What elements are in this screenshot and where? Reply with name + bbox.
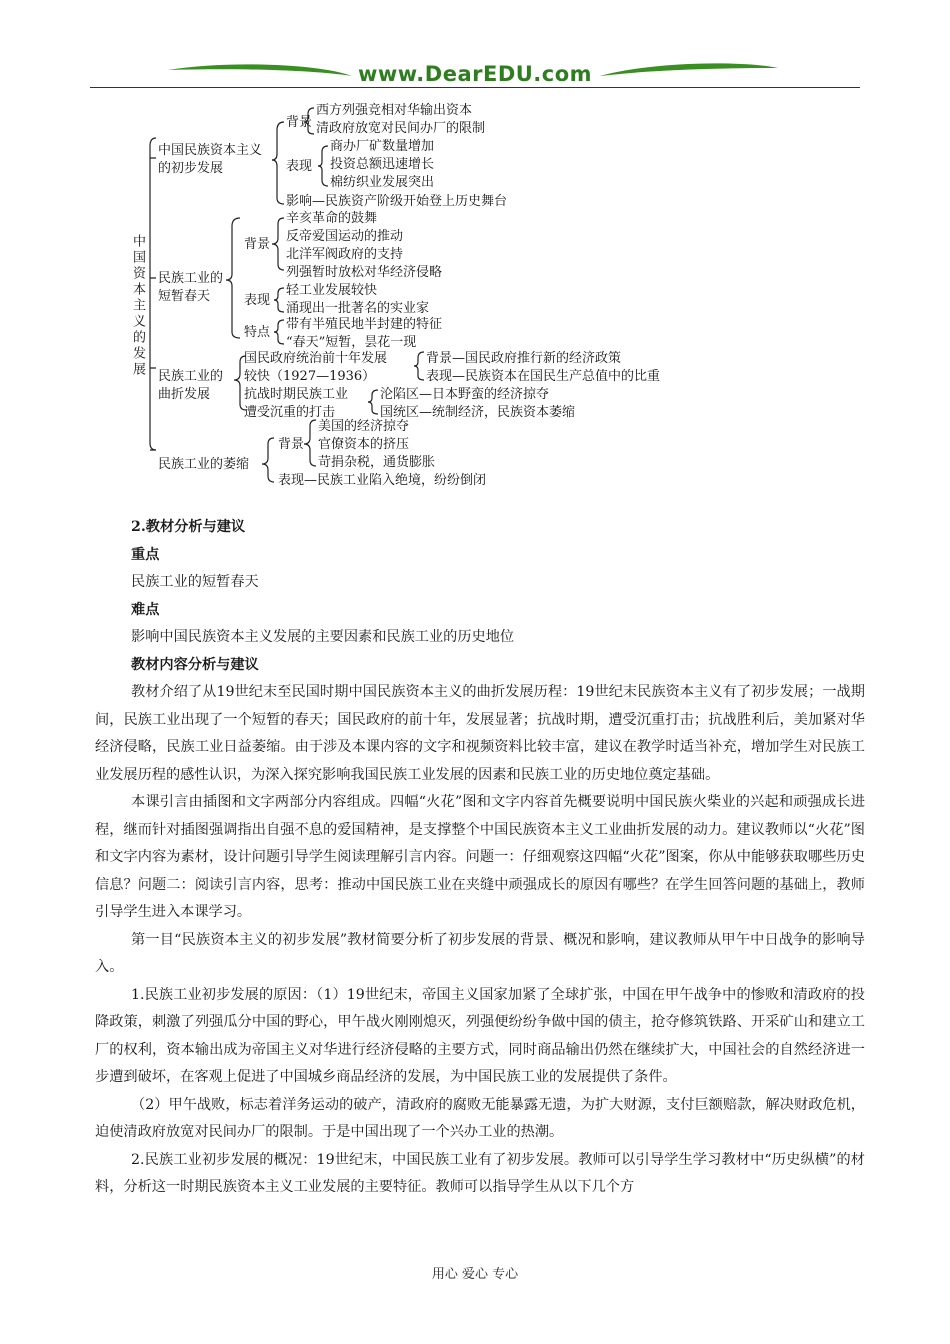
branch2-performance-label: 表现 — [244, 293, 271, 308]
paragraph: （2）甲午战败，标志着洋务运动的破产，清政府的腐败无能暴露无遗，为扩大财源，支付巨额赔款，解决财政危机，迫使清政府放宽对民间办厂的限制。于是中国出现了一个兴办工业的热潮。 — [95, 1096, 865, 1140]
branch2-performance-2: 涌现出一批著名的实业家 — [286, 301, 430, 316]
branch1-background-1: 西方列强竞相对华输出资本 — [316, 103, 473, 118]
branch4-title: 民族工业的萎缩 — [158, 457, 250, 472]
key-point-label: 重点 — [131, 546, 160, 563]
paragraph: 1.民族工业初步发展的原因：（1）19世纪末，帝国主义国家加紧了全球扩张，中国在甲午战争中的惨败和清政府的投降政策，刺激了列强瓜分中国的野心，甲午战火刚刚熄灭，列强便纷纷争做中国的债主，抢夺修筑铁路、开采矿山和建立工厂的权利，资本输出成为帝国主义对华进行经济侵略的主要方式，同时商品输出仍然在继续扩大，中国社会的自然经济进一步遭到破坏，在客观上促进了中国城乡商品经济的发展，为中国民族工业的发展提供了条件。 — [95, 986, 865, 1085]
branch4-background-1: 美国的经济掠夺 — [318, 419, 410, 434]
paragraph: 第一目“民族资本主义的初步发展”教材简要分析了初步发展的背景、概况和影响，建议教师从甲午中日战争的影响导入。 — [95, 931, 865, 975]
branch1-performance-label: 表现 — [286, 159, 313, 174]
branch4-background-2: 官僚资本的挤压 — [318, 437, 410, 452]
section-title: 2.教材分析与建议 — [131, 519, 246, 535]
branch2-background-label: 背景 — [244, 237, 271, 252]
branch3-stage1-item-1: 背景—国民政府推行新的经济政策 — [426, 351, 622, 366]
diagram-root: 中国资本主义的发展 — [130, 234, 145, 378]
difficulty-text: 影响中国民族资本主义发展的主要因素和民族工业的历史地位 — [131, 629, 515, 645]
branch1-background-2: 清政府放宽对民间办厂的限制 — [316, 121, 486, 136]
branch3-stage2-item-1: 沦陷区—日本野蛮的经济掠夺 — [380, 387, 550, 402]
page-header — [90, 56, 860, 92]
branch3-title-line2: 曲折发展 — [158, 387, 211, 402]
branch3-stage1-line1: 国民政府统治前十年发展 — [244, 351, 388, 366]
branch2-feature-2: “春天”短暂，昙花一现 — [286, 335, 417, 350]
branch4-background-label: 背景 — [278, 437, 305, 452]
branch2-background-3: 北洋军阀政府的支持 — [286, 247, 404, 262]
branch2-title-line2: 短暂春天 — [158, 289, 211, 304]
branch2-background-4: 列强暂时放松对华经济侵略 — [286, 265, 443, 280]
branch2-performance-1: 轻工业发展较快 — [286, 283, 378, 298]
branch1-performance-2: 投资总额迅速增长 — [330, 157, 435, 172]
site-logo-text: www.DearEDU.com — [357, 62, 593, 86]
document-body — [95, 514, 865, 1202]
branch2-background-1: 辛亥革命的鼓舞 — [286, 211, 378, 226]
branch3-stage2-line2: 遭受沉重的打击 — [244, 405, 336, 420]
branch2-title-line1: 民族工业的 — [158, 271, 224, 286]
header-rule — [90, 87, 860, 88]
branch1-impact: 影响—民族资产阶级开始登上历史舞台 — [286, 194, 508, 209]
key-point-text: 民族工业的短暂春天 — [131, 574, 259, 590]
branch1-title-line1: 中国民族资本主义 — [158, 143, 263, 158]
branch1-background-label: 背景 — [286, 115, 313, 130]
page-footer: 用心 爱心 专心 — [431, 1267, 519, 1282]
concept-diagram — [122, 98, 714, 492]
branch4-background-3: 苛捐杂税，通货膨胀 — [318, 455, 436, 470]
branch2-background-2: 反帝爱国运动的推动 — [286, 229, 404, 244]
difficulty-label: 难点 — [131, 601, 160, 618]
branch1-performance-1: 商办厂矿数量增加 — [330, 139, 435, 154]
branch1-performance-3: 棉纺织业发展突出 — [330, 175, 435, 190]
branch3-title-line1: 民族工业的 — [158, 369, 224, 384]
paragraph: 本课引言由插图和文字两部分内容组成。四幅“火花”图和文字内容首先概要说明中国民族火柴业的兴起和顽强成长进程，继而针对插图强调指出自强不息的爱国精神，是支撑整个中国民族资本主义工业曲折发展的动力。建议教师以“火花”图和文字内容为素材，设计问题引导学生阅读理解引言内容。问题一：仔细观察这四幅“火花”图案，你从中能够获取哪些历史信息？问题二：阅读引言内容，思考：推动中国民族工业在夹缝中顽强成长的原因有哪些？在学生回答问题的基础上，教师引导学生进入本课学习。 — [95, 794, 865, 920]
branch4-performance: 表现—民族工业陷入绝境，纷纷倒闭 — [278, 473, 487, 488]
branch3-stage1-line2: 较快（1927—1936） — [244, 369, 376, 384]
branch3-stage2-item-2: 国统区—统制经济，民族资本萎缩 — [380, 405, 576, 420]
analysis-label: 教材内容分析与建议 — [131, 656, 259, 673]
branch2-feature-1: 带有半殖民地半封建的特征 — [286, 317, 443, 332]
paragraph: 教材介绍了从19世纪末至民国时期中国民族资本主义的曲折发展历程：19世纪末民族资本主义有了初步发展；一战期间，民族工业出现了一个短暂的春天；国民政府的前十年，发展显著；抗战时期，遭受沉重打击；抗战胜利后，美加紧对华经济侵略，民族工业日益萎缩。由于涉及本课内容的文字和视频资料比较丰富，建议在教学时适当补充，增加学生对民族工业发展历程的感性认识，为深入探究影响我国民族工业发展的因素和民族工业的历史地位奠定基础。 — [95, 684, 865, 783]
branch1-title-line2: 的初步发展 — [158, 161, 224, 176]
paragraph: 2.民族工业初步发展的概况：19世纪末，中国民族工业有了初步发展。教师可以引导学生学习教材中“历史纵横”的材料，分析这一时期民族资本主义工业发展的主要特征。教师可以指导学生从以下几个方 — [95, 1151, 865, 1195]
branch3-stage2-line1: 抗战时期民族工业 — [244, 387, 349, 402]
branch3-stage1-item-2: 表现—民族资本在国民生产总值中的比重 — [426, 369, 661, 384]
branch2-feature-label: 特点 — [244, 325, 271, 340]
